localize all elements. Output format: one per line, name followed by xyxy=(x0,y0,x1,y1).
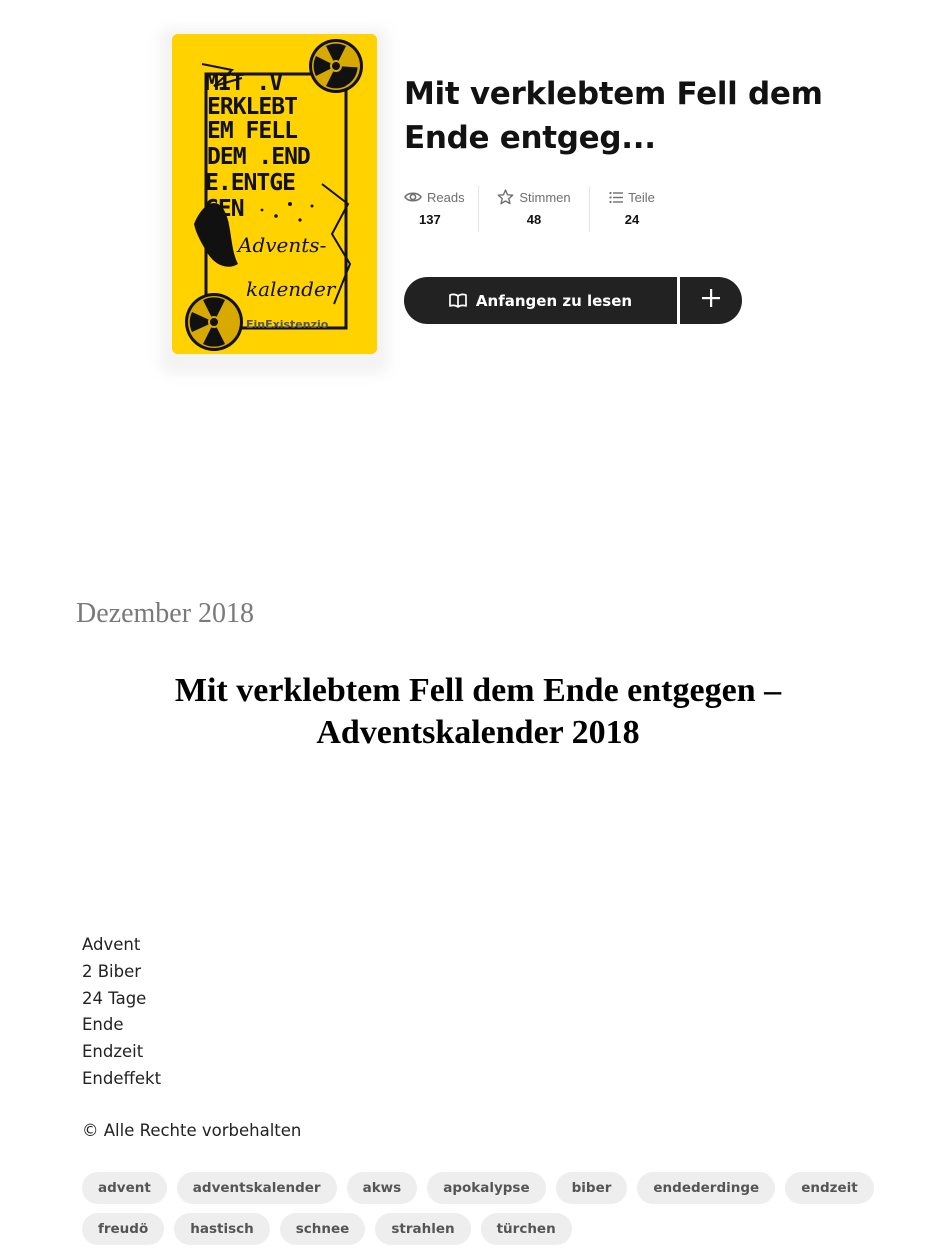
cover-author-mark: EinExistenzio xyxy=(246,318,329,331)
description-date: Dezember 2018 xyxy=(76,598,255,629)
cover-art xyxy=(172,34,377,354)
cover-title-line: EM FELL xyxy=(207,118,297,144)
start-reading-label: Anfangen zu lesen xyxy=(475,291,633,310)
description-heading: Mit verklebtem Fell dem Ende entgegen – Adventskalender 2018 xyxy=(174,672,782,751)
keyword-line: Endzeit xyxy=(82,1042,144,1062)
tag-chip[interactable]: strahlen xyxy=(375,1213,470,1245)
tag-chip[interactable]: endzeit xyxy=(785,1172,874,1204)
description-keyword-list xyxy=(82,932,161,1093)
story-stats xyxy=(404,186,674,234)
cover-title-line: DEM .END xyxy=(207,144,310,170)
list-icon xyxy=(609,191,623,204)
copyright-notice: © Alle Rechte vorbehalten xyxy=(82,1121,302,1140)
keyword-line: Endeffekt xyxy=(82,1068,162,1088)
stat-reads xyxy=(404,186,465,234)
stat-reads-label: Reads xyxy=(427,189,465,205)
stat-reads-value: 137 xyxy=(419,212,441,227)
stat-parts-label: Teile xyxy=(628,189,655,205)
cover-script-line: kalender xyxy=(246,277,336,301)
cover-title-line: MIT .V xyxy=(205,70,283,96)
star-icon xyxy=(497,189,514,205)
tag-chip[interactable]: apokalypse xyxy=(427,1172,545,1204)
stat-votes-label: Stimmen xyxy=(519,189,571,205)
radiation-symbol-bottom xyxy=(185,293,243,351)
keyword-line: Advent xyxy=(82,935,141,954)
stat-parts-value: 24 xyxy=(624,212,640,227)
cover-title-line: E.ENTGE xyxy=(205,170,295,196)
stat-votes xyxy=(479,186,589,234)
open-book-icon xyxy=(449,293,467,308)
stat-votes-value: 48 xyxy=(526,212,542,227)
radiation-symbol-top xyxy=(309,39,363,93)
tag-list xyxy=(82,1172,882,1245)
tag-chip[interactable]: akws xyxy=(347,1172,418,1204)
eye-icon xyxy=(404,190,422,204)
tag-chip[interactable]: adventskalender xyxy=(177,1172,337,1204)
cover-script-line: Advents- xyxy=(238,233,327,257)
tag-chip[interactable]: endederdinge xyxy=(637,1172,775,1204)
story-cover[interactable] xyxy=(172,34,377,354)
read-actions xyxy=(404,277,742,324)
keyword-line: 24 Tage xyxy=(82,988,147,1008)
add-to-list-button[interactable] xyxy=(680,277,742,324)
keyword-line: 2 Biber xyxy=(82,961,142,981)
cover-title-line: GEN xyxy=(205,196,244,222)
story-title: Mit verklebtem Fell dem Ende entgeg... xyxy=(404,76,823,156)
tag-chip[interactable]: hastisch xyxy=(174,1213,270,1245)
keyword-line: Ende xyxy=(82,1015,124,1035)
plus-icon xyxy=(702,289,720,312)
tag-chip[interactable]: biber xyxy=(556,1172,628,1204)
start-reading-button[interactable] xyxy=(404,277,677,324)
tag-chip[interactable]: freudö xyxy=(82,1213,164,1245)
tag-chip[interactable]: türchen xyxy=(481,1213,572,1245)
tag-chip[interactable]: advent xyxy=(82,1172,167,1204)
tag-chip[interactable]: schnee xyxy=(280,1213,366,1245)
cover-title-line: ERKLEBT xyxy=(207,94,297,120)
stat-parts xyxy=(590,186,674,234)
